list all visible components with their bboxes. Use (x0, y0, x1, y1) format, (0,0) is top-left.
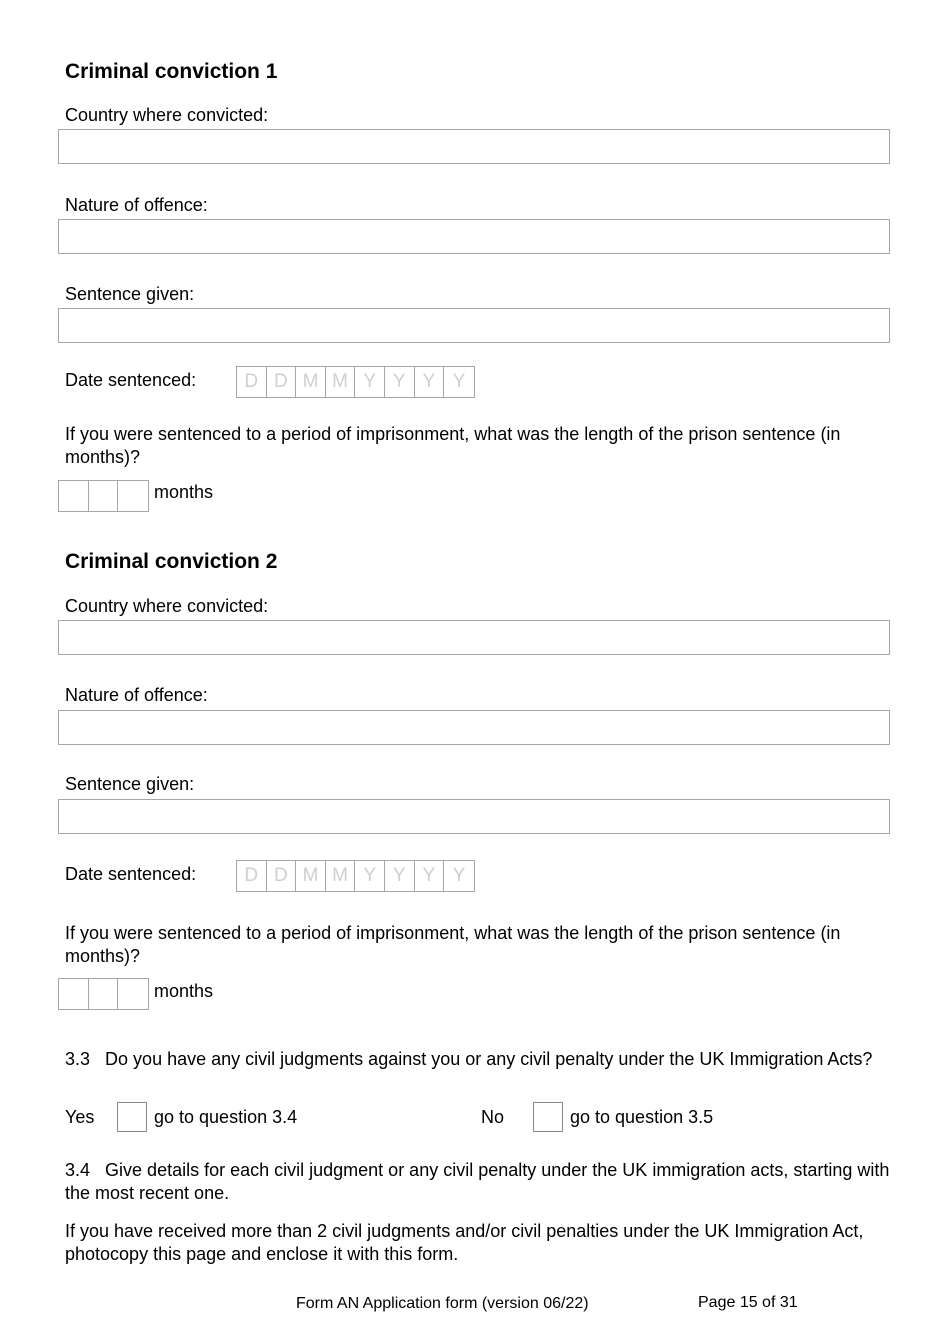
months-digit-box[interactable] (118, 481, 148, 511)
conviction-1-country-label: Country where convicted: (65, 105, 269, 125)
conviction-1-months-label: months (154, 482, 214, 502)
conviction-2-months-label: months (154, 981, 214, 1001)
date-year-box[interactable]: Y (452, 371, 466, 392)
date-year-box[interactable]: Y (452, 865, 466, 886)
date-day-box[interactable]: D (267, 861, 297, 891)
date-month-box[interactable]: M (326, 861, 356, 891)
no-checkbox[interactable] (533, 1102, 563, 1132)
months-digit-box[interactable] (59, 979, 89, 1009)
date-year-box[interactable]: Y (355, 367, 385, 397)
question-3-3 (65, 1048, 895, 1071)
conviction-2-date-label: Date sentenced: (65, 864, 197, 884)
conviction-2-heading: Criminal conviction 2 (65, 550, 278, 573)
no-label: No (481, 1107, 505, 1127)
footer-form-name: Form AN Application form (version 06/22) (296, 1295, 589, 1312)
question-3-4-number: 3.4 (65, 1160, 91, 1180)
date-month-box[interactable]: M (296, 367, 326, 397)
conviction-1-date-label: Date sentenced: (65, 370, 197, 390)
conviction-2-offence-label: Nature of offence: (65, 685, 208, 705)
footer-page-number: Page 15 of 31 (698, 1294, 798, 1311)
date-year-box[interactable]: Y (415, 367, 445, 397)
conviction-2-months-input[interactable] (58, 978, 149, 1010)
yes-label: Yes (65, 1107, 95, 1127)
months-digit-box[interactable] (89, 481, 119, 511)
question-3-4 (65, 1159, 895, 1205)
question-3-3-text: Do you have any civil judgments against you or any civil penalty under the UK Immigration Acts? (105, 1049, 873, 1069)
conviction-1-date-input[interactable] (236, 366, 475, 398)
conviction-2-prison-question: If you were sentenced to a period of imprisonment, what was the length of the prison sentence (in months)? (65, 923, 841, 966)
date-day-box[interactable]: D (237, 367, 267, 397)
conviction-2-sentence-field[interactable] (58, 799, 890, 834)
yes-action-text: go to question 3.4 (154, 1107, 298, 1127)
conviction-2-offence-field[interactable] (58, 710, 890, 745)
yes-checkbox[interactable] (117, 1102, 147, 1132)
conviction-2-country-field[interactable] (58, 620, 890, 655)
question-3-3-number: 3.3 (65, 1049, 91, 1069)
conviction-1-offence-label: Nature of offence: (65, 195, 208, 215)
question-3-4-text: Give details for each civil judgment or any civil penalty under the UK immigration acts, starting with the most recent one. (65, 1160, 890, 1203)
date-day-box[interactable]: D (237, 861, 267, 891)
months-digit-box[interactable] (89, 979, 119, 1009)
date-year-box[interactable]: Y (385, 367, 415, 397)
conviction-1-heading: Criminal conviction 1 (65, 60, 278, 83)
date-month-box[interactable]: M (296, 861, 326, 891)
conviction-1-offence-field[interactable] (58, 219, 890, 254)
conviction-1-country-field[interactable] (58, 129, 890, 164)
conviction-1-prison-question: If you were sentenced to a period of imprisonment, what was the length of the prison sentence (in months)? (65, 424, 841, 467)
conviction-1-sentence-label: Sentence given: (65, 284, 195, 304)
no-action-text: go to question 3.5 (570, 1107, 714, 1127)
conviction-2-sentence-label: Sentence given: (65, 774, 195, 794)
months-digit-box[interactable] (59, 481, 89, 511)
date-year-box[interactable]: Y (385, 861, 415, 891)
conviction-1-sentence-field[interactable] (58, 308, 890, 343)
conviction-2-country-label: Country where convicted: (65, 596, 269, 616)
date-day-box[interactable]: D (267, 367, 297, 397)
date-year-box[interactable]: Y (415, 861, 445, 891)
date-month-box[interactable]: M (326, 367, 356, 397)
question-3-4-note: If you have received more than 2 civil judgments and/or civil penalties under the UK Immigration Act, photocopy this page and enclose it with this form. (65, 1221, 864, 1264)
conviction-1-months-input[interactable] (58, 480, 149, 512)
months-digit-box[interactable] (118, 979, 148, 1009)
date-year-box[interactable]: Y (355, 861, 385, 891)
conviction-2-date-input[interactable] (236, 860, 475, 892)
